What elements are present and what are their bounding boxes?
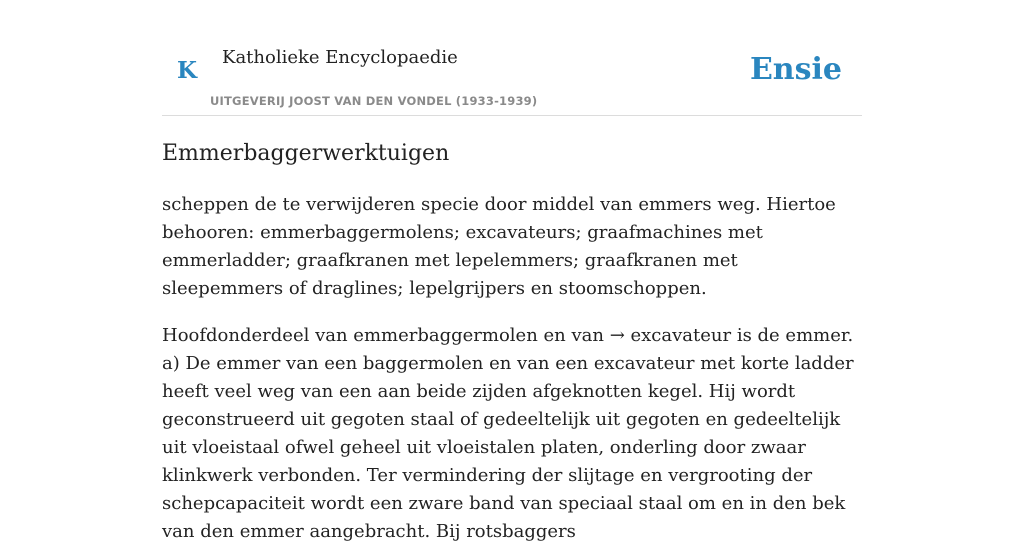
article-paragraph-2: Hoofdonderdeel van emmerbaggermolen en van → excavateur is de emmer. a) De emmer van een baggermolen en van een excavateur met korte ladder heeft veel weg van een aan beide zijden afgeknotten kegel. Hij wordt geconstrueerd uit gegoten staal of gedeeltelijk uit gegoten en gedeeltelijk uit vloeistaal ofwel geheel uit vloeistalen platen, onderling door zwaar klinkwerk verbonden. Ter vermindering der slijtage en vergrooting der schepcapaciteit wordt een zware band van speciaal staal om en in den bek van den emmer aangebracht. Bij rotsbaggers <box>162 325 854 542</box>
site-logo[interactable]: K <box>177 57 197 84</box>
site-header <box>162 40 862 116</box>
article-paragraph-1: scheppen de te verwijderen specie door middel van emmers weg. Hiertoe behooren: emmerbaggermolens; excavateurs; graafmachines met emmerladder; graafkranen met lepelemmers; graafkranen met sleepemmers of draglines; lepelgrijpers en stoomschoppen. <box>162 194 836 299</box>
publisher-subtitle: UITGEVERIJ JOOST VAN DEN VONDEL (1933-1939) <box>210 94 538 108</box>
article-title: Emmerbaggerwerktuigen <box>162 141 450 166</box>
article <box>162 138 862 546</box>
site-title[interactable]: Katholieke Encyclopaedie <box>222 47 458 68</box>
brand-logo[interactable]: Ensie <box>749 52 842 87</box>
